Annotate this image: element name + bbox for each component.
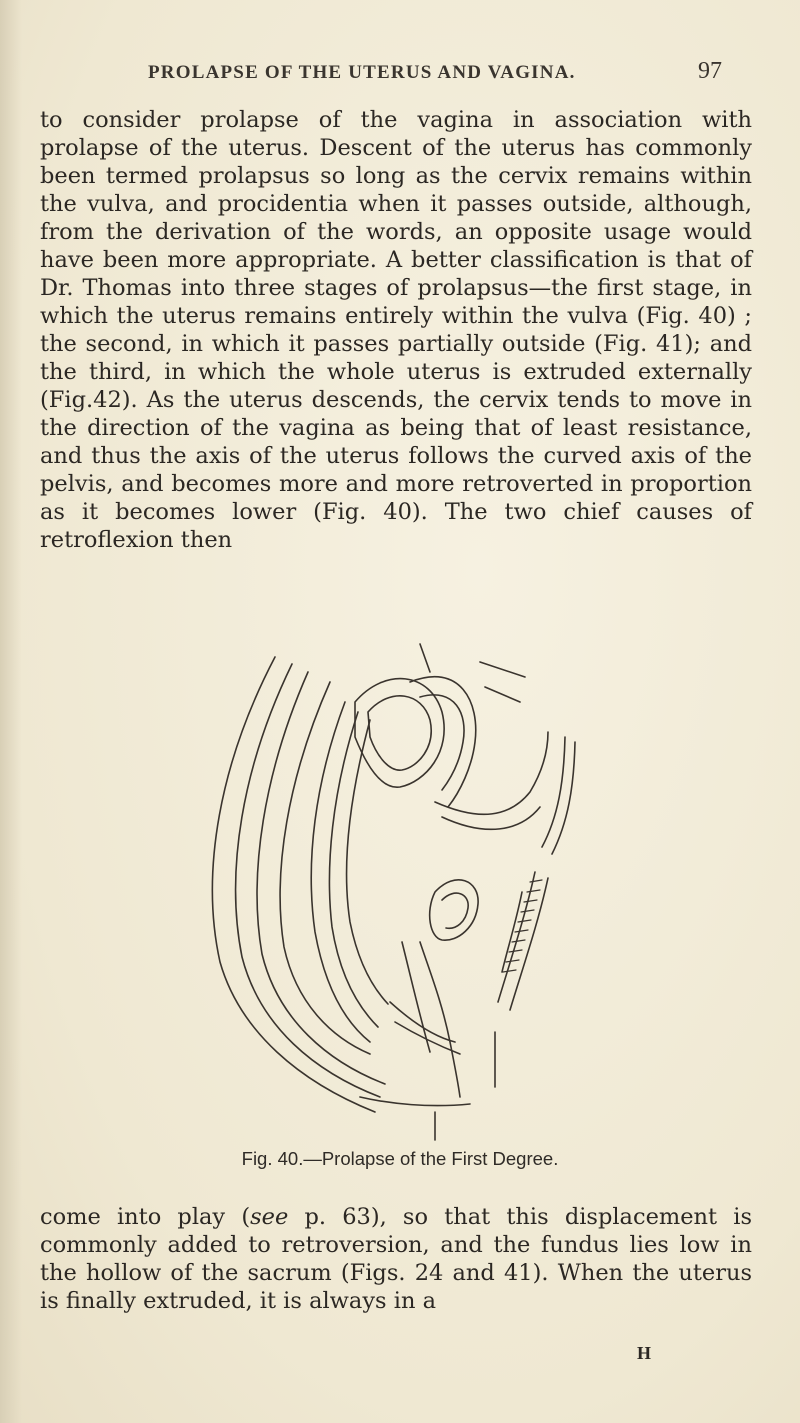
pelvic-section-drawing <box>180 642 620 1142</box>
running-title: PROLAPSE OF THE UTERUS AND VAGINA. <box>148 62 576 83</box>
paragraph-text-rest: p. 63), so that this displacement is commonly added to retroversion, and the fundus lies low in the hollow of the sacrum (Figs. 24 and 41). When the uterus is finally extruded, it is always in a <box>40 1204 752 1314</box>
body-paragraph-top <box>40 106 752 554</box>
body-paragraph-bottom <box>40 1203 752 1315</box>
paragraph-text-italic: see <box>250 1204 289 1230</box>
gutter-shadow <box>0 0 22 1423</box>
figure-caption: Fig. 40.—Prolapse of the First Degree. <box>241 1148 559 1169</box>
page-number: 97 <box>698 58 722 84</box>
vagina-outline <box>420 942 460 1097</box>
figure-illustration <box>180 642 620 1142</box>
signature-mark: H <box>637 1343 652 1363</box>
paragraph-text-continued <box>40 1203 752 1315</box>
paragraph-text: to consider prolapse of the vagina in association with prolapse of the uterus. Descent of the uterus has commonly been termed prolapsus so long as the cervix remains within the vulva, and procidentia when it passes outside, although, from the derivation of the words, an opposite usage would have been more appropriate. A better classification is that of Dr. Thomas into three stages of prolapsus—the first stage, in which the uterus remains entirely within the vulva (Fig. 40) ; the second, in which it passes partially outside (Fig. 41); and the third, in which the whole uterus is extruded externally (Fig.42). As the uterus descends, the cervix tends to move in the direction of the vagina as being that of least resistance, and thus the axis of the uterus follows the curved axis of the pelvis, and becomes more and more retroverted in proportion as it becomes lower (Fig. 40). The two chief causes of retroflexion then <box>40 107 752 553</box>
cervix-outline <box>430 880 478 940</box>
paragraph-text-lead: come into play ( <box>40 1204 251 1230</box>
running-head <box>0 58 800 88</box>
